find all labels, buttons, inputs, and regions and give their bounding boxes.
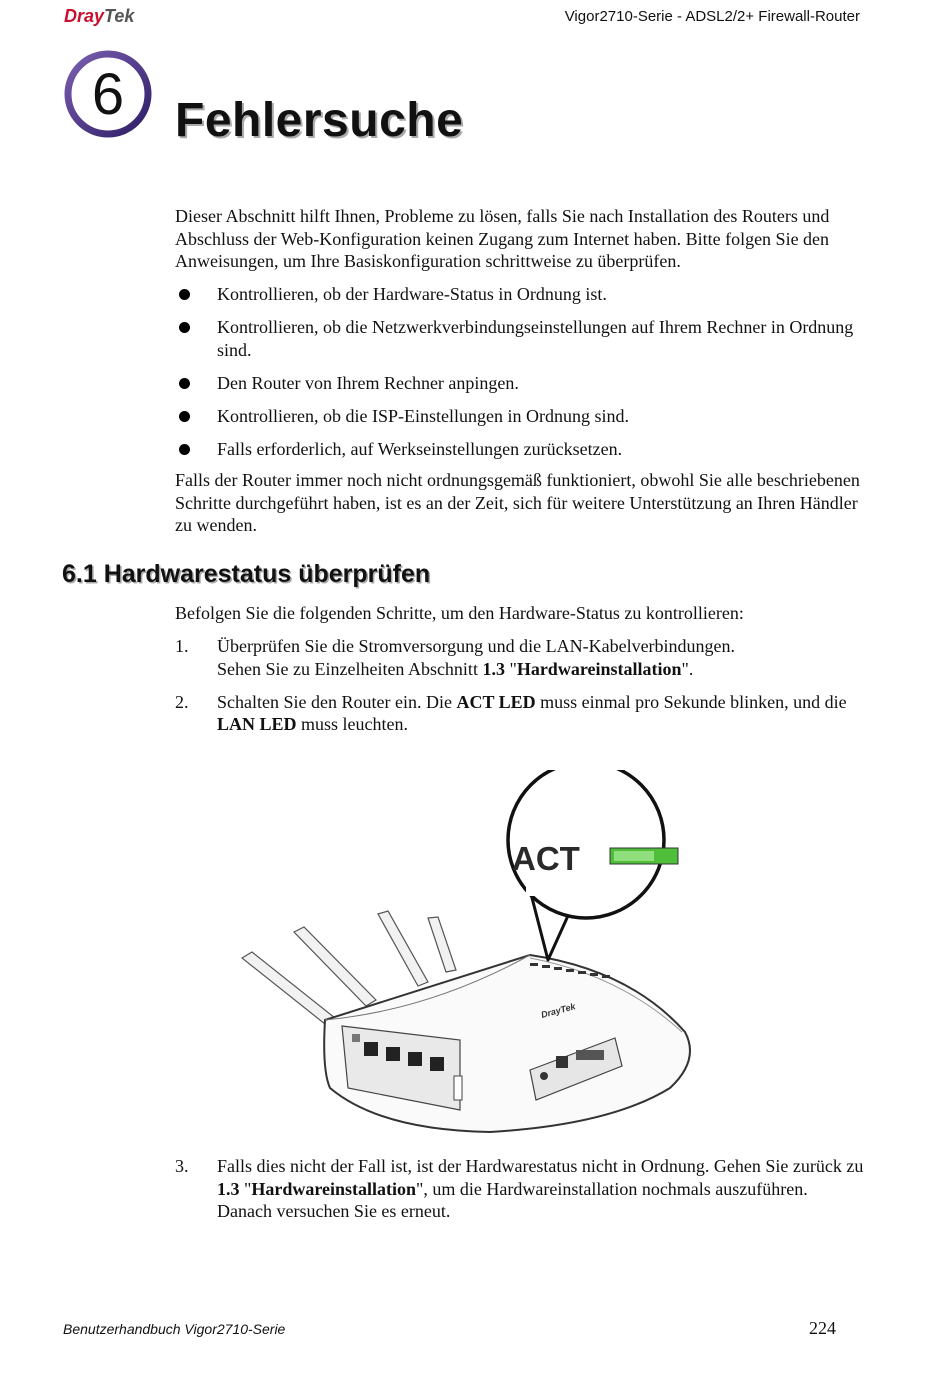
intro-paragraph: Dieser Abschnitt hilft Ihnen, Probleme zu lösen, falls Sie nach Installation des Routers und Abschluss der Web-Konfiguration keinen Zugang zum Internet haben. Bitte folgen Sie den Anweisungen, um Ihre Basiskonfiguration schrittweise zu überprüfen. bbox=[175, 206, 830, 271]
outro-paragraph: Falls der Router immer noch nicht ordnungsgemäß funktioniert, obwohl Sie alle beschriebenen Schritte durchgeführt haben, ist es an der Zeit, sich für weitere Unterstützung an Ihren Händler zu wenden. bbox=[175, 470, 860, 535]
chapter-number: 6 bbox=[91, 62, 125, 127]
step-item: 2. Schalten Sie den Router ein. Die ACT LED muss einmal pro Sekunde blinken, und die LAN LED muss leuchten. bbox=[175, 691, 847, 734]
brand-part2: Tek bbox=[104, 6, 135, 26]
router-illustration bbox=[230, 770, 710, 1150]
brand-part1: Dray bbox=[64, 6, 105, 26]
step-number: 2. bbox=[175, 691, 189, 712]
list-item: Den Router von Ihrem Rechner anpingen. bbox=[175, 372, 865, 395]
running-header: Vigor2710-Serie - ADSL2/2+ Firewall-Router bbox=[564, 8, 860, 25]
list-item: Kontrollieren, ob die Netzwerkverbindungseinstellungen auf Ihrem Rechner in Ordnung sind. bbox=[175, 316, 865, 361]
bullet-icon bbox=[179, 378, 190, 389]
list-item: Falls erforderlich, auf Werkseinstellungen zurücksetzen. bbox=[175, 438, 865, 461]
bullet-icon bbox=[179, 444, 190, 455]
bullet-icon bbox=[179, 289, 190, 300]
brand-logo bbox=[64, 6, 134, 27]
device-logo: DrayTek bbox=[539, 1001, 577, 1020]
step-number: 1. bbox=[175, 636, 189, 656]
steps-list bbox=[175, 635, 865, 746]
step-number: 3. bbox=[175, 1156, 189, 1176]
chapter-number-badge bbox=[64, 50, 152, 138]
footer-manual-title: Benutzerhandbuch Vigor2710-Serie bbox=[63, 1321, 286, 1337]
step-item: 1. Überprüfen Sie die Stromversorgung und die LAN-Kabelverbindungen. Sehen Sie zu Einzelheiten Abschnitt 1.3 "Hardwareinstallation". bbox=[175, 636, 736, 679]
list-item: Kontrollieren, ob die ISP-Einstellungen in Ordnung sind. bbox=[175, 405, 865, 428]
bullet-icon bbox=[179, 411, 190, 422]
bullet-icon bbox=[179, 322, 190, 333]
section-title: 6.1 Hardwarestatus überprüfen bbox=[62, 560, 431, 588]
checklist bbox=[175, 283, 865, 471]
chapter-title: Fehlersuche bbox=[175, 94, 464, 147]
steps-list-continued bbox=[175, 1155, 865, 1233]
section-intro: Befolgen Sie die folgenden Schritte, um den Hardware-Status zu kontrollieren: bbox=[175, 603, 744, 623]
page-number: 224 bbox=[809, 1318, 836, 1338]
step-item: 3. Falls dies nicht der Fall ist, ist der Hardwarestatus nicht in Ordnung. Gehen Sie zurück zu 1.3 "Hardwareinstallation", um die Hardwareinstallation nochmals auszuführen. Danach versuchen Sie es erneut. bbox=[175, 1156, 864, 1221]
callout-label: ACT bbox=[512, 840, 580, 877]
list-item: Kontrollieren, ob der Hardware-Status in Ordnung ist. bbox=[175, 283, 865, 306]
